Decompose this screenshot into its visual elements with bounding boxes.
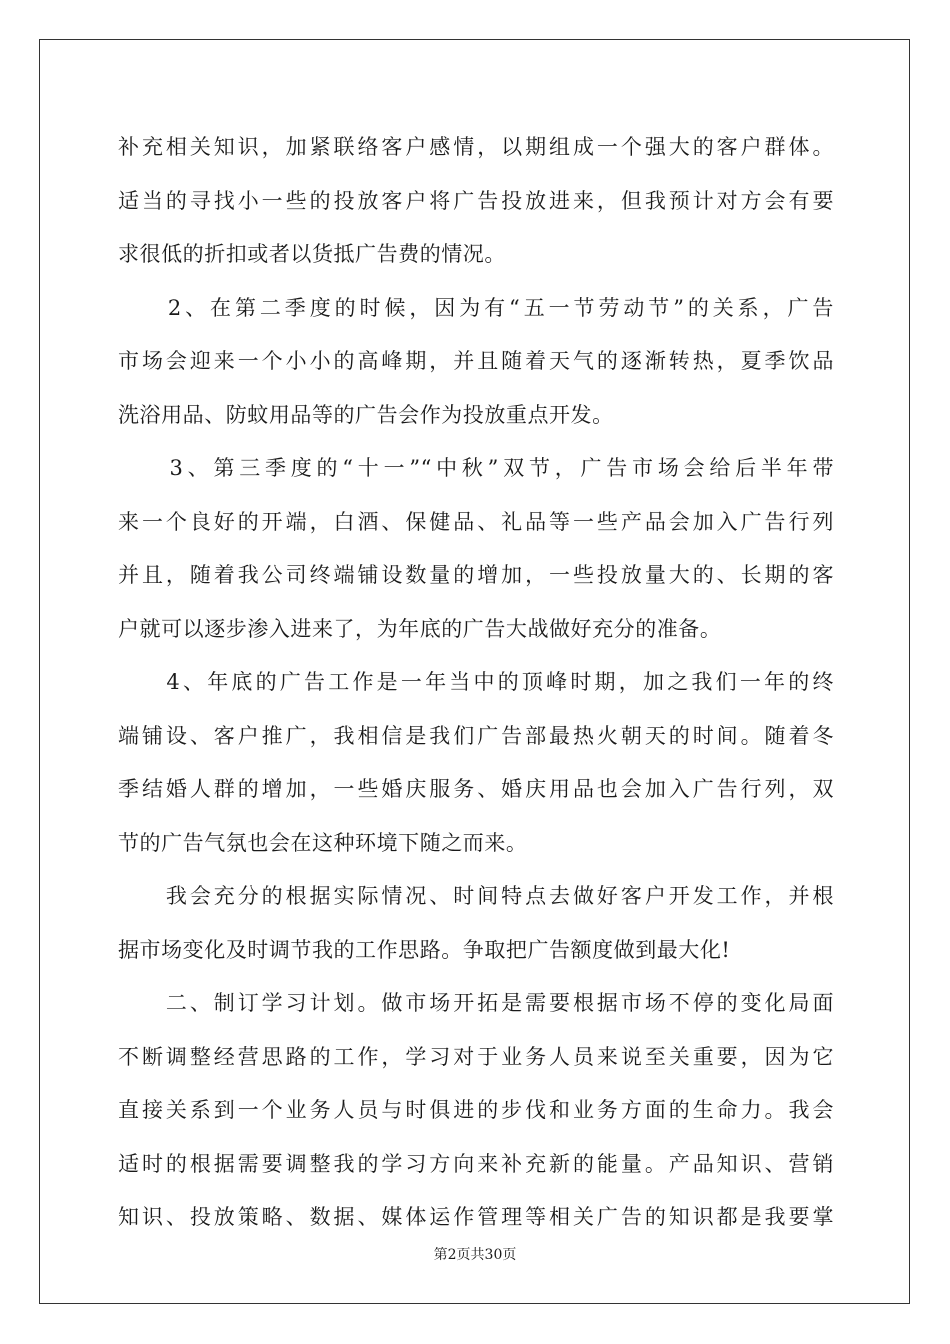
text-line: 我会充分的根据实际情况、时间特点去做好客户开发工作，并根 [118, 884, 834, 908]
text-line: 求很低的折扣或者以货抵广告费的情况。 [118, 242, 506, 266]
text-line: 并且，随着我公司终端铺设数量的增加，一些投放量大的、长期的客 [118, 563, 834, 587]
text-line: 直接关系到一个业务人员与时俱进的步伐和业务方面的生命力。我会 [118, 1098, 834, 1122]
text-line: 2、在第二季度的时候，因为有“五一节劳动节”的关系，广告 [118, 295, 834, 320]
text-line: 不断调整经营思路的工作，学习对于业务人员来说至关重要，因为它 [118, 1044, 834, 1069]
text-line: 据市场变化及时调节我的工作思路。争取把广告额度做到最大化! [118, 937, 731, 962]
page-footer [0, 1244, 950, 1264]
text-line: 3、第三季度的“十一”“中秋”双节，广告市场会给后半年带 [118, 456, 834, 480]
text-line: 4、年底的广告工作是一年当中的顶峰时期，加之我们一年的终 [118, 670, 834, 694]
text-line: 适时的根据需要调整我的学习方向来补充新的能量。产品知识、营销 [118, 1151, 834, 1176]
text-line: 适当的寻找小一些的投放客户将广告投放进来，但我预计对方会有要 [118, 188, 834, 213]
text-line: 市场会迎来一个小小的高峰期，并且随着天气的逐渐转热，夏季饮品 [118, 349, 834, 373]
text-line: 来一个良好的开端，白酒、保健品、礼品等一些产品会加入广告行列 [118, 509, 834, 534]
page-total: 共30页 [470, 1247, 517, 1263]
text-line: 季结婚人群的增加，一些婚庆服务、婚庆用品也会加入广告行列，双 [118, 777, 834, 801]
text-line: 补充相关知识，加紧联络客户感情，以期组成一个强大的客户群体。 [118, 135, 834, 159]
text-line: 节的广告气氛也会在这种环境下随之而来。 [118, 830, 528, 855]
text-line: 二、制订学习计划。做市场开拓是需要根据市场不停的变化局面 [118, 991, 834, 1015]
text-line: 洗浴用品、防蚊用品等的广告会作为投放重点开发。 [118, 402, 614, 427]
document-body [118, 127, 834, 1251]
text-line: 户就可以逐步渗入进来了，为年底的广告大战做好充分的准备。 [118, 616, 722, 641]
page-number: 第2页 [433, 1247, 471, 1263]
text-line: 端铺设、客户推广，我相信是我们广告部最热火朝天的时间。随着冬 [118, 723, 834, 748]
text-line: 知识、投放策略、数据、媒体运作管理等相关广告的知识都是我要掌 [118, 1205, 834, 1229]
